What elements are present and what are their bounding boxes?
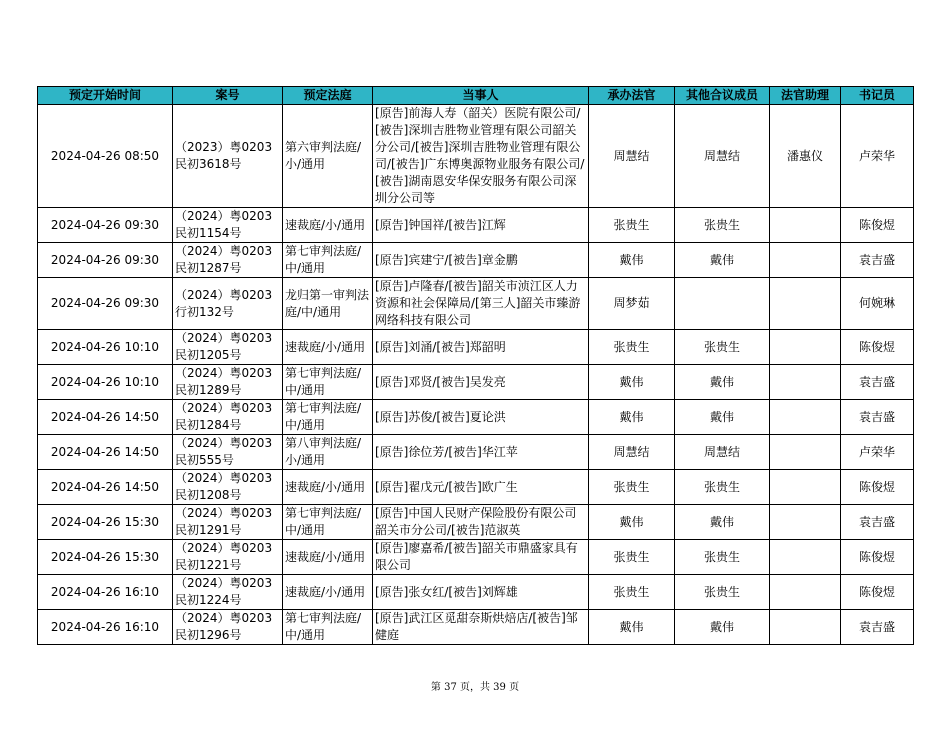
presiding-judge-cell: 张贵生: [589, 470, 675, 505]
judge-assistant-cell: [770, 365, 841, 400]
judge-assistant-cell: [770, 575, 841, 610]
judge-assistant-cell: [770, 278, 841, 330]
clerk-cell: 袁吉盛: [841, 400, 914, 435]
panel-members-cell: 张贵生: [675, 470, 770, 505]
clerk-cell: 陈俊煜: [841, 470, 914, 505]
parties-cell: [原告]廖嘉希/[被告]韶关市鼎盛家具有限公司: [373, 540, 589, 575]
court-cell: 第七审判法庭/中/通用: [283, 505, 373, 540]
court-cell: 第七审判法庭/中/通用: [283, 243, 373, 278]
start-time-cell: 2024-04-26 16:10: [38, 575, 173, 610]
panel-members-cell: 张贵生: [675, 208, 770, 243]
case-number-cell: （2024）粤0203行初132号: [173, 278, 283, 330]
panel-members-cell: [675, 278, 770, 330]
presiding-judge-cell: 戴伟: [589, 243, 675, 278]
judge-assistant-cell: [770, 243, 841, 278]
start-time-cell: 2024-04-26 14:50: [38, 435, 173, 470]
clerk-cell: 陈俊煜: [841, 575, 914, 610]
header-start-time: 预定开始时间: [38, 87, 173, 105]
table-row: [38, 365, 914, 400]
case-number-cell: （2024）粤0203民初1224号: [173, 575, 283, 610]
panel-members-cell: 戴伟: [675, 610, 770, 645]
case-number-cell: （2024）粤0203民初1291号: [173, 505, 283, 540]
court-cell: 第六审判法庭/小/通用: [283, 105, 373, 208]
case-number-cell: （2024）粤0203民初1284号: [173, 400, 283, 435]
parties-cell: [原告]徐位芳/[被告]华江苹: [373, 435, 589, 470]
court-cell: 龙归第一审判法庭/中/通用: [283, 278, 373, 330]
judge-assistant-cell: [770, 435, 841, 470]
judge-assistant-cell: [770, 470, 841, 505]
clerk-cell: 何婉琳: [841, 278, 914, 330]
table-row: [38, 330, 914, 365]
header-court: 预定法庭: [283, 87, 373, 105]
judge-assistant-cell: 潘惠仪: [770, 105, 841, 208]
panel-members-cell: 张贵生: [675, 540, 770, 575]
start-time-cell: 2024-04-26 15:30: [38, 540, 173, 575]
case-number-cell: （2024）粤0203民初555号: [173, 435, 283, 470]
clerk-cell: 袁吉盛: [841, 505, 914, 540]
start-time-cell: 2024-04-26 10:10: [38, 365, 173, 400]
court-cell: 速裁庭/小/通用: [283, 208, 373, 243]
hearing-schedule-table: [37, 86, 914, 645]
parties-cell: [原告]前海人寿（韶关）医院有限公司/[被告]深圳吉胜物业管理有限公司韶关分公司/[被告]深圳吉胜物业管理有限公司/[被告]广东博奥源物业服务有限公司/[被告]湖南恩安华保安服务有限公司深圳分公司等: [373, 105, 589, 208]
presiding-judge-cell: 周慧结: [589, 435, 675, 470]
table-row: [38, 243, 914, 278]
panel-members-cell: 张贵生: [675, 330, 770, 365]
header-panel-members: 其他合议成员: [675, 87, 770, 105]
clerk-cell: 袁吉盛: [841, 243, 914, 278]
panel-members-cell: 戴伟: [675, 365, 770, 400]
presiding-judge-cell: 戴伟: [589, 400, 675, 435]
case-number-cell: （2024）粤0203民初1289号: [173, 365, 283, 400]
table-header: [38, 87, 914, 105]
court-cell: 速裁庭/小/通用: [283, 575, 373, 610]
header-row: [38, 87, 914, 105]
case-number-cell: （2023）粤0203民初3618号: [173, 105, 283, 208]
clerk-cell: 袁吉盛: [841, 365, 914, 400]
table-row: [38, 400, 914, 435]
header-presiding-judge: 承办法官: [589, 87, 675, 105]
presiding-judge-cell: 张贵生: [589, 575, 675, 610]
clerk-cell: 陈俊煜: [841, 540, 914, 575]
start-time-cell: 2024-04-26 09:30: [38, 208, 173, 243]
parties-cell: [原告]张女红/[被告]刘辉雄: [373, 575, 589, 610]
clerk-cell: 卢荣华: [841, 435, 914, 470]
start-time-cell: 2024-04-26 09:30: [38, 278, 173, 330]
parties-cell: [原告]苏俊/[被告]夏论洪: [373, 400, 589, 435]
case-number-cell: （2024）粤0203民初1221号: [173, 540, 283, 575]
start-time-cell: 2024-04-26 15:30: [38, 505, 173, 540]
case-number-cell: （2024）粤0203民初1296号: [173, 610, 283, 645]
parties-cell: [原告]邓贤/[被告]吴发亮: [373, 365, 589, 400]
start-time-cell: 2024-04-26 10:10: [38, 330, 173, 365]
panel-members-cell: 戴伟: [675, 505, 770, 540]
judge-assistant-cell: [770, 330, 841, 365]
parties-cell: [原告]武江区觅甜奈斯烘焙店/[被告]邹健庭: [373, 610, 589, 645]
clerk-cell: 卢荣华: [841, 105, 914, 208]
case-number-cell: （2024）粤0203民初1208号: [173, 470, 283, 505]
table-row: [38, 540, 914, 575]
table-row: [38, 575, 914, 610]
parties-cell: [原告]中国人民财产保险股份有限公司韶关市分公司/[被告]范淑英: [373, 505, 589, 540]
court-cell: 第八审判法庭/小/通用: [283, 435, 373, 470]
case-number-cell: （2024）粤0203民初1287号: [173, 243, 283, 278]
panel-members-cell: 周慧结: [675, 105, 770, 208]
presiding-judge-cell: 周慧结: [589, 105, 675, 208]
presiding-judge-cell: 张贵生: [589, 208, 675, 243]
case-number-cell: （2024）粤0203民初1154号: [173, 208, 283, 243]
presiding-judge-cell: 戴伟: [589, 505, 675, 540]
court-cell: 第七审判法庭/中/通用: [283, 610, 373, 645]
clerk-cell: 陈俊煜: [841, 208, 914, 243]
parties-cell: [原告]宾建宁/[被告]章金鹏: [373, 243, 589, 278]
table-row: [38, 505, 914, 540]
panel-members-cell: 戴伟: [675, 243, 770, 278]
judge-assistant-cell: [770, 400, 841, 435]
judge-assistant-cell: [770, 540, 841, 575]
start-time-cell: 2024-04-26 09:30: [38, 243, 173, 278]
parties-cell: [原告]刘涌/[被告]郑韶明: [373, 330, 589, 365]
table-row: [38, 470, 914, 505]
panel-members-cell: 周慧结: [675, 435, 770, 470]
presiding-judge-cell: 戴伟: [589, 365, 675, 400]
panel-members-cell: 张贵生: [675, 575, 770, 610]
judge-assistant-cell: [770, 208, 841, 243]
table-body: [38, 105, 914, 645]
start-time-cell: 2024-04-26 08:50: [38, 105, 173, 208]
header-clerk: 书记员: [841, 87, 914, 105]
court-cell: 第七审判法庭/中/通用: [283, 400, 373, 435]
table-row: [38, 610, 914, 645]
court-cell: 速裁庭/小/通用: [283, 540, 373, 575]
header-judge-assistant: 法官助理: [770, 87, 841, 105]
parties-cell: [原告]钟国祥/[被告]江辉: [373, 208, 589, 243]
table-row: [38, 278, 914, 330]
clerk-cell: 袁吉盛: [841, 610, 914, 645]
header-case-number: 案号: [173, 87, 283, 105]
case-number-cell: （2024）粤0203民初1205号: [173, 330, 283, 365]
judge-assistant-cell: [770, 505, 841, 540]
presiding-judge-cell: 张贵生: [589, 540, 675, 575]
page-footer: 第 37 页，共 39 页: [430, 682, 520, 693]
court-cell: 速裁庭/小/通用: [283, 330, 373, 365]
start-time-cell: 2024-04-26 16:10: [38, 610, 173, 645]
court-cell: 速裁庭/小/通用: [283, 470, 373, 505]
parties-cell: [原告]卢隆春/[被告]韶关市浈江区人力资源和社会保障局/[第三人]韶关市臻游网络科技有限公司: [373, 278, 589, 330]
court-cell: 第七审判法庭/中/通用: [283, 365, 373, 400]
panel-members-cell: 戴伟: [675, 400, 770, 435]
judge-assistant-cell: [770, 610, 841, 645]
clerk-cell: 陈俊煜: [841, 330, 914, 365]
table-row: [38, 208, 914, 243]
parties-cell: [原告]翟戊元/[被告]欧广生: [373, 470, 589, 505]
start-time-cell: 2024-04-26 14:50: [38, 400, 173, 435]
start-time-cell: 2024-04-26 14:50: [38, 470, 173, 505]
table-row: [38, 435, 914, 470]
presiding-judge-cell: 周梦茹: [589, 278, 675, 330]
presiding-judge-cell: 张贵生: [589, 330, 675, 365]
presiding-judge-cell: 戴伟: [589, 610, 675, 645]
table-row: [38, 105, 914, 208]
header-parties: 当事人: [373, 87, 589, 105]
